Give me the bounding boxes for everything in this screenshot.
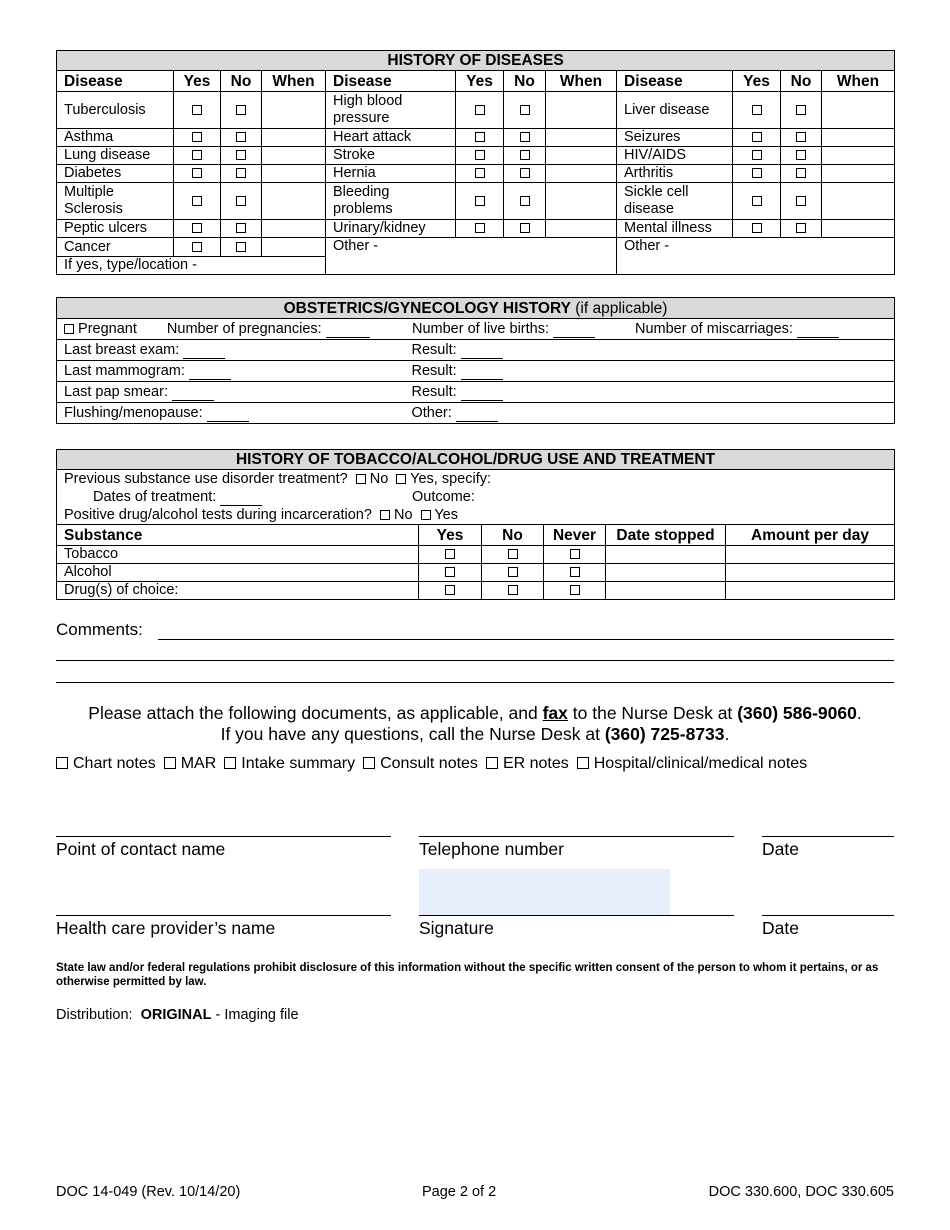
- disease-name: Multiple Sclerosis: [57, 183, 174, 220]
- attach-text: If you have any questions, call the Nurse Desk at: [220, 724, 600, 744]
- checkbox-icon: [508, 567, 518, 577]
- cancer-yes-checkbox[interactable]: [174, 238, 221, 257]
- checkbox-icon[interactable]: [577, 757, 589, 769]
- other-label: Other -: [333, 238, 379, 254]
- col-yes: Yes: [419, 525, 482, 546]
- obgyn-section: [56, 297, 894, 424]
- treatment-info-cell: [57, 470, 895, 525]
- disease-when-field[interactable]: [546, 183, 617, 220]
- disease-no-checkbox[interactable]: [504, 129, 546, 147]
- checkbox-icon[interactable]: [363, 757, 375, 769]
- disease-no-checkbox[interactable]: [781, 165, 822, 183]
- disease-name: Bleeding problems: [326, 183, 456, 220]
- disease-name: Lung disease: [57, 147, 174, 165]
- disease-when-field[interactable]: [546, 220, 617, 238]
- substance-no-checkbox[interactable]: [482, 582, 544, 600]
- checkbox-icon: [475, 168, 485, 178]
- obgyn-table: [56, 297, 895, 424]
- document-option[interactable]: [56, 755, 156, 772]
- disease-yes-checkbox[interactable]: [456, 165, 504, 183]
- substance-title: HISTORY OF TOBACCO/ALCOHOL/DRUG USE AND TREATMENT: [57, 450, 895, 470]
- breast-exam-label: Last breast exam:: [64, 341, 180, 358]
- substance-never-checkbox[interactable]: [544, 546, 606, 564]
- no-label: No: [369, 471, 389, 487]
- fax-number: (360) 586-9060: [737, 703, 857, 723]
- miscarriages-group: [635, 321, 839, 338]
- col-yes: Yes: [174, 71, 221, 92]
- checkbox-icon: [192, 105, 202, 115]
- table-row: [57, 92, 895, 129]
- disease-no-checkbox[interactable]: [221, 147, 262, 165]
- disease-yes-checkbox[interactable]: [456, 92, 504, 129]
- table-row: [57, 582, 895, 600]
- date-stopped-field[interactable]: [606, 546, 726, 564]
- mammogram-cell: [57, 361, 405, 382]
- disease-yes-checkbox[interactable]: [456, 147, 504, 165]
- breast-exam-field[interactable]: [183, 344, 225, 359]
- checkbox-icon: [192, 223, 202, 233]
- distribution-label: Distribution:: [56, 1007, 133, 1023]
- disease-no-checkbox[interactable]: [781, 183, 822, 220]
- date-stopped-field[interactable]: [606, 582, 726, 600]
- disease-yes-checkbox[interactable]: [733, 147, 781, 165]
- distribution: [56, 1007, 299, 1023]
- checkbox-icon: [520, 132, 530, 142]
- disease-name: Peptic ulcers: [57, 220, 174, 238]
- dates-treatment-field[interactable]: [220, 491, 262, 506]
- substance-never-checkbox[interactable]: [544, 582, 606, 600]
- checkbox-icon: [520, 196, 530, 206]
- document-label: Consult notes: [380, 755, 478, 772]
- document-option[interactable]: [363, 755, 478, 772]
- disease-name: Diabetes: [57, 165, 174, 183]
- prev-treatment-label: Previous substance use disorder treatment?: [64, 471, 348, 487]
- other-label: Other -: [624, 238, 670, 254]
- table-row: [57, 564, 895, 582]
- distribution-rest: - Imaging file: [215, 1007, 299, 1023]
- col-no: No: [504, 71, 546, 92]
- pap-smear-label: Last pap smear:: [64, 383, 168, 400]
- checkbox-icon[interactable]: [486, 757, 498, 769]
- checkbox-icon: [445, 567, 455, 577]
- date-label: Date: [762, 918, 799, 938]
- checkbox-icon: [752, 223, 762, 233]
- col-never: Never: [544, 525, 606, 546]
- checkbox-icon: [445, 549, 455, 559]
- checkbox-icon: [520, 150, 530, 160]
- comments-line-3[interactable]: [56, 682, 894, 683]
- mammogram-label: Last mammogram:: [64, 362, 185, 379]
- live-births-label: Number of live births:: [412, 320, 549, 337]
- checkbox-icon: [570, 585, 580, 595]
- pap-smear-field[interactable]: [172, 386, 214, 401]
- checkbox-icon: [796, 223, 806, 233]
- checkbox-icon: [192, 132, 202, 142]
- phone-number: (360) 725-8733: [604, 724, 725, 744]
- document-label: Chart notes: [73, 755, 156, 772]
- disease-when-field[interactable]: [262, 92, 326, 129]
- diseases-section: [56, 50, 894, 275]
- disease-yes-checkbox[interactable]: [456, 183, 504, 220]
- disease-when-field[interactable]: [262, 129, 326, 147]
- disease-when-field[interactable]: [822, 147, 895, 165]
- substance-never-checkbox[interactable]: [544, 564, 606, 582]
- disease-name: High blood pressure: [326, 92, 456, 129]
- disease-when-field[interactable]: [822, 183, 895, 220]
- disease-when-field[interactable]: [546, 129, 617, 147]
- obgyn-pregnancy-row: [57, 319, 895, 340]
- disease-no-checkbox[interactable]: [781, 220, 822, 238]
- other-label: Other:: [411, 404, 452, 421]
- result-label: Result:: [411, 362, 457, 379]
- checkbox-icon: [570, 567, 580, 577]
- document-option[interactable]: [224, 755, 355, 772]
- disease-when-field[interactable]: [822, 92, 895, 129]
- pregnancies-label: Number of pregnancies:: [166, 320, 322, 337]
- checkbox-icon: [192, 196, 202, 206]
- disease-when-field[interactable]: [262, 147, 326, 165]
- result-label: Result:: [411, 383, 457, 400]
- document-label: Intake summary: [241, 755, 356, 772]
- checkbox-icon: [508, 549, 518, 559]
- checkbox-icon: [570, 549, 580, 559]
- prev-treatment-yes-checkbox[interactable]: [396, 474, 406, 484]
- diseases-table: [56, 50, 895, 275]
- fax-text: fax: [542, 703, 568, 723]
- telephone-line[interactable]: [419, 836, 734, 837]
- substance-section: [56, 449, 894, 600]
- checkbox-icon: [796, 150, 806, 160]
- substance-name: Alcohol: [57, 564, 419, 582]
- disease-name: Liver disease: [617, 92, 733, 129]
- table-row: [57, 546, 895, 564]
- checkbox-icon: [236, 132, 246, 142]
- substance-no-checkbox[interactable]: [482, 564, 544, 582]
- col-date-stopped: Date stopped: [606, 525, 726, 546]
- col-when: When: [546, 71, 617, 92]
- breast-exam-cell: [57, 340, 405, 361]
- document-option[interactable]: [577, 755, 807, 772]
- col-amount-per-day: Amount per day: [726, 525, 895, 546]
- checkbox-icon: [445, 585, 455, 595]
- obgyn-title: OBSTETRICS/GYNECOLOGY HISTORY: [283, 299, 571, 317]
- comments-block: [56, 620, 894, 640]
- disease-no-checkbox[interactable]: [781, 129, 822, 147]
- checkbox-icon[interactable]: [56, 757, 68, 769]
- disease-name: Mental illness: [617, 220, 733, 238]
- disease-yes-checkbox[interactable]: [456, 129, 504, 147]
- col-substance: Substance: [57, 525, 419, 546]
- checkbox-icon: [796, 168, 806, 178]
- checkbox-icon: [520, 105, 530, 115]
- signature-field[interactable]: [419, 869, 670, 915]
- disease-when-field[interactable]: [822, 165, 895, 183]
- document-label: MAR: [180, 755, 217, 772]
- signature-label: Signature: [419, 918, 494, 938]
- disease-no-checkbox[interactable]: [221, 92, 262, 129]
- substance-name: Drug(s) of choice:: [57, 582, 419, 600]
- col-no: No: [781, 71, 822, 92]
- disease-when-field[interactable]: [262, 220, 326, 238]
- other-disease-field-2[interactable]: [617, 238, 895, 275]
- obgyn-subtitle: (if applicable): [575, 299, 668, 317]
- diseases-title: HISTORY OF DISEASES: [57, 51, 895, 71]
- table-row: [57, 183, 895, 220]
- substance-yes-checkbox[interactable]: [419, 564, 482, 582]
- policy-number: DOC 330.600, DOC 330.605: [708, 1184, 894, 1200]
- disease-name: Sickle cell disease: [617, 183, 733, 220]
- checkbox-icon: [752, 105, 762, 115]
- distribution-original: ORIGINAL: [140, 1007, 212, 1023]
- breast-result-field[interactable]: [461, 344, 503, 359]
- disease-no-checkbox[interactable]: [504, 183, 546, 220]
- pap-result-cell: [405, 382, 895, 403]
- disease-no-checkbox[interactable]: [221, 183, 262, 220]
- flushing-cell: [57, 403, 405, 424]
- obgyn-title-row: [57, 298, 895, 319]
- document-label: Hospital/clinical/medical notes: [593, 755, 808, 772]
- disease-when-field[interactable]: [822, 129, 895, 147]
- other-disease-field-1[interactable]: [326, 238, 617, 275]
- disease-name: Arthritis: [617, 165, 733, 183]
- mammogram-field[interactable]: [189, 365, 231, 380]
- substance-yes-checkbox[interactable]: [419, 582, 482, 600]
- prev-treatment-no-checkbox[interactable]: [356, 474, 366, 484]
- disease-cancer: Cancer: [57, 238, 174, 257]
- disease-name: Asthma: [57, 129, 174, 147]
- date-line-2[interactable]: [762, 915, 894, 916]
- comments-label: Comments:: [56, 620, 143, 639]
- checkbox-icon: [796, 196, 806, 206]
- checkbox-icon[interactable]: [164, 757, 176, 769]
- checkbox-icon: [475, 105, 485, 115]
- substance-name: Tobacco: [57, 546, 419, 564]
- attach-period: .: [856, 703, 862, 723]
- live-births-group: [412, 321, 595, 338]
- disease-no-checkbox[interactable]: [504, 92, 546, 129]
- prev-treatment-line: [64, 470, 887, 488]
- col-no: No: [221, 71, 262, 92]
- pregnancies-field[interactable]: [326, 323, 370, 338]
- poc-name-label: Point of contact name: [56, 839, 226, 859]
- document-label: ER notes: [502, 755, 569, 772]
- disease-no-checkbox[interactable]: [221, 165, 262, 183]
- disease-no-checkbox[interactable]: [504, 147, 546, 165]
- dates-treatment-label: Dates of treatment:: [93, 489, 217, 505]
- pregnant-label: Pregnant: [78, 320, 137, 337]
- disease-yes-checkbox[interactable]: [733, 165, 781, 183]
- dates-treatment-line: [64, 488, 887, 506]
- disease-no-checkbox[interactable]: [781, 147, 822, 165]
- substance-table: [56, 449, 895, 600]
- provider-name-line[interactable]: [56, 915, 391, 916]
- disease-yes-checkbox[interactable]: [174, 147, 221, 165]
- table-row: [57, 220, 895, 238]
- table-row: [57, 129, 895, 147]
- col-when: When: [262, 71, 326, 92]
- disease-no-checkbox[interactable]: [504, 165, 546, 183]
- page-number: Page 2 of 2: [422, 1184, 497, 1200]
- attach-text: Please attach the following documents, as applicable, and: [88, 703, 538, 723]
- disease-when-field[interactable]: [262, 183, 326, 220]
- checkbox-icon: [520, 223, 530, 233]
- checkbox-icon: [236, 196, 246, 206]
- disease-when-field[interactable]: [262, 165, 326, 183]
- checkbox-icon: [796, 105, 806, 115]
- mammogram-result-field[interactable]: [461, 365, 503, 380]
- checkbox-icon: [752, 132, 762, 142]
- disease-yes-checkbox[interactable]: [456, 220, 504, 238]
- document-checklist: [56, 755, 894, 773]
- mammogram-result-cell: [405, 361, 895, 382]
- cancer-type-label: If yes, type/location -: [64, 257, 197, 273]
- disease-yes-checkbox[interactable]: [174, 220, 221, 238]
- date-stopped-field[interactable]: [606, 564, 726, 582]
- attach-instructions: [56, 703, 894, 745]
- pap-result-field[interactable]: [461, 386, 503, 401]
- disease-name: Seizures: [617, 129, 733, 147]
- checkbox-icon: [236, 150, 246, 160]
- checkbox-icon: [752, 196, 762, 206]
- flushing-field[interactable]: [207, 407, 249, 422]
- other-field[interactable]: [456, 407, 498, 422]
- positive-tests-no-checkbox[interactable]: [380, 510, 390, 520]
- miscarriages-label: Number of miscarriages:: [635, 320, 793, 337]
- disease-name: Stroke: [326, 147, 456, 165]
- checkbox-icon: [475, 150, 485, 160]
- table-row: [57, 147, 895, 165]
- disease-yes-checkbox[interactable]: [733, 129, 781, 147]
- disease-yes-checkbox[interactable]: [174, 92, 221, 129]
- substance-no-checkbox[interactable]: [482, 546, 544, 564]
- disease-name: Hernia: [326, 165, 456, 183]
- outcome-label: Outcome:: [412, 489, 475, 505]
- form-number: DOC 14-049 (Rev. 10/14/20): [56, 1184, 241, 1200]
- amount-per-day-field[interactable]: [726, 582, 895, 600]
- disease-name: Heart attack: [326, 129, 456, 147]
- other-cell: [405, 403, 895, 424]
- disease-no-checkbox[interactable]: [781, 92, 822, 129]
- checkbox-icon[interactable]: [224, 757, 236, 769]
- col-disease: Disease: [57, 71, 174, 92]
- diseases-header-row: [57, 71, 895, 92]
- yes-specify-label: Yes, specify:: [410, 471, 492, 487]
- checkbox-icon: [236, 223, 246, 233]
- disease-yes-checkbox[interactable]: [733, 183, 781, 220]
- no-label: No: [393, 507, 413, 523]
- document-option[interactable]: [486, 755, 569, 772]
- disease-yes-checkbox[interactable]: [733, 92, 781, 129]
- col-disease: Disease: [326, 71, 456, 92]
- col-when: When: [822, 71, 895, 92]
- disease-yes-checkbox[interactable]: [174, 165, 221, 183]
- disease-no-checkbox[interactable]: [221, 129, 262, 147]
- date-line-1[interactable]: [762, 836, 894, 837]
- legal-notice: State law and/or federal regulations prohibit disclosure of this information without the specific written consent of the person to whom it pertains, or as otherwise permitted by law.: [56, 962, 879, 988]
- disease-name: Urinary/kidney: [326, 220, 456, 238]
- attach-line-2: [56, 724, 894, 745]
- cancer-when-field[interactable]: [262, 238, 326, 257]
- disease-no-checkbox[interactable]: [504, 220, 546, 238]
- checkbox-icon: [752, 168, 762, 178]
- checkbox-icon: [236, 168, 246, 178]
- telephone-label: Telephone number: [419, 839, 564, 859]
- substance-yes-checkbox[interactable]: [419, 546, 482, 564]
- cancer-type-field[interactable]: [57, 257, 326, 275]
- attach-line-1: [56, 703, 894, 724]
- cancer-no-checkbox[interactable]: [221, 238, 262, 257]
- positive-tests-label: Positive drug/alcohol tests during incarceration?: [64, 507, 372, 523]
- disease-name: Tuberculosis: [57, 92, 174, 129]
- checkbox-icon: [520, 168, 530, 178]
- disease-yes-checkbox[interactable]: [174, 129, 221, 147]
- attach-period: .: [724, 724, 730, 744]
- checkbox-icon: [236, 105, 246, 115]
- disease-when-field[interactable]: [546, 147, 617, 165]
- yes-label: Yes: [434, 507, 458, 523]
- disease-yes-checkbox[interactable]: [174, 183, 221, 220]
- substance-header-row: [57, 525, 895, 546]
- miscarriages-field[interactable]: [797, 323, 839, 338]
- disease-name: HIV/AIDS: [617, 147, 733, 165]
- col-disease: Disease: [617, 71, 733, 92]
- amount-per-day-field[interactable]: [726, 546, 895, 564]
- checkbox-icon: [475, 223, 485, 233]
- document-option[interactable]: [164, 755, 217, 772]
- amount-per-day-field[interactable]: [726, 564, 895, 582]
- comments-line-2[interactable]: [56, 660, 894, 661]
- col-no: No: [482, 525, 544, 546]
- col-yes: Yes: [733, 71, 781, 92]
- disease-no-checkbox[interactable]: [221, 220, 262, 238]
- disease-when-field[interactable]: [546, 92, 617, 129]
- col-yes: Yes: [456, 71, 504, 92]
- live-births-field[interactable]: [553, 323, 595, 338]
- disease-yes-checkbox[interactable]: [733, 220, 781, 238]
- flushing-label: Flushing/menopause:: [64, 404, 203, 421]
- breast-result-cell: [405, 340, 895, 361]
- result-label: Result:: [411, 341, 457, 358]
- disease-when-field[interactable]: [546, 165, 617, 183]
- pregnant-checkbox[interactable]: [64, 324, 74, 334]
- pap-smear-cell: [57, 382, 405, 403]
- checkbox-icon: [475, 196, 485, 206]
- table-row: [57, 165, 895, 183]
- checkbox-icon: [192, 150, 202, 160]
- disease-when-field[interactable]: [822, 220, 895, 238]
- positive-tests-line: [64, 506, 887, 524]
- checkbox-icon: [752, 150, 762, 160]
- checkbox-icon: [508, 585, 518, 595]
- checkbox-icon: [192, 168, 202, 178]
- checkbox-icon: [475, 132, 485, 142]
- comments-line-1[interactable]: [158, 639, 894, 640]
- date-label: Date: [762, 839, 799, 859]
- signature-line[interactable]: [419, 915, 734, 916]
- positive-tests-yes-checkbox[interactable]: [421, 510, 431, 520]
- attach-text: to the Nurse Desk at: [572, 703, 733, 723]
- checkbox-icon: [796, 132, 806, 142]
- provider-name-label: Health care provider’s name: [56, 918, 276, 938]
- poc-name-line[interactable]: [56, 836, 391, 837]
